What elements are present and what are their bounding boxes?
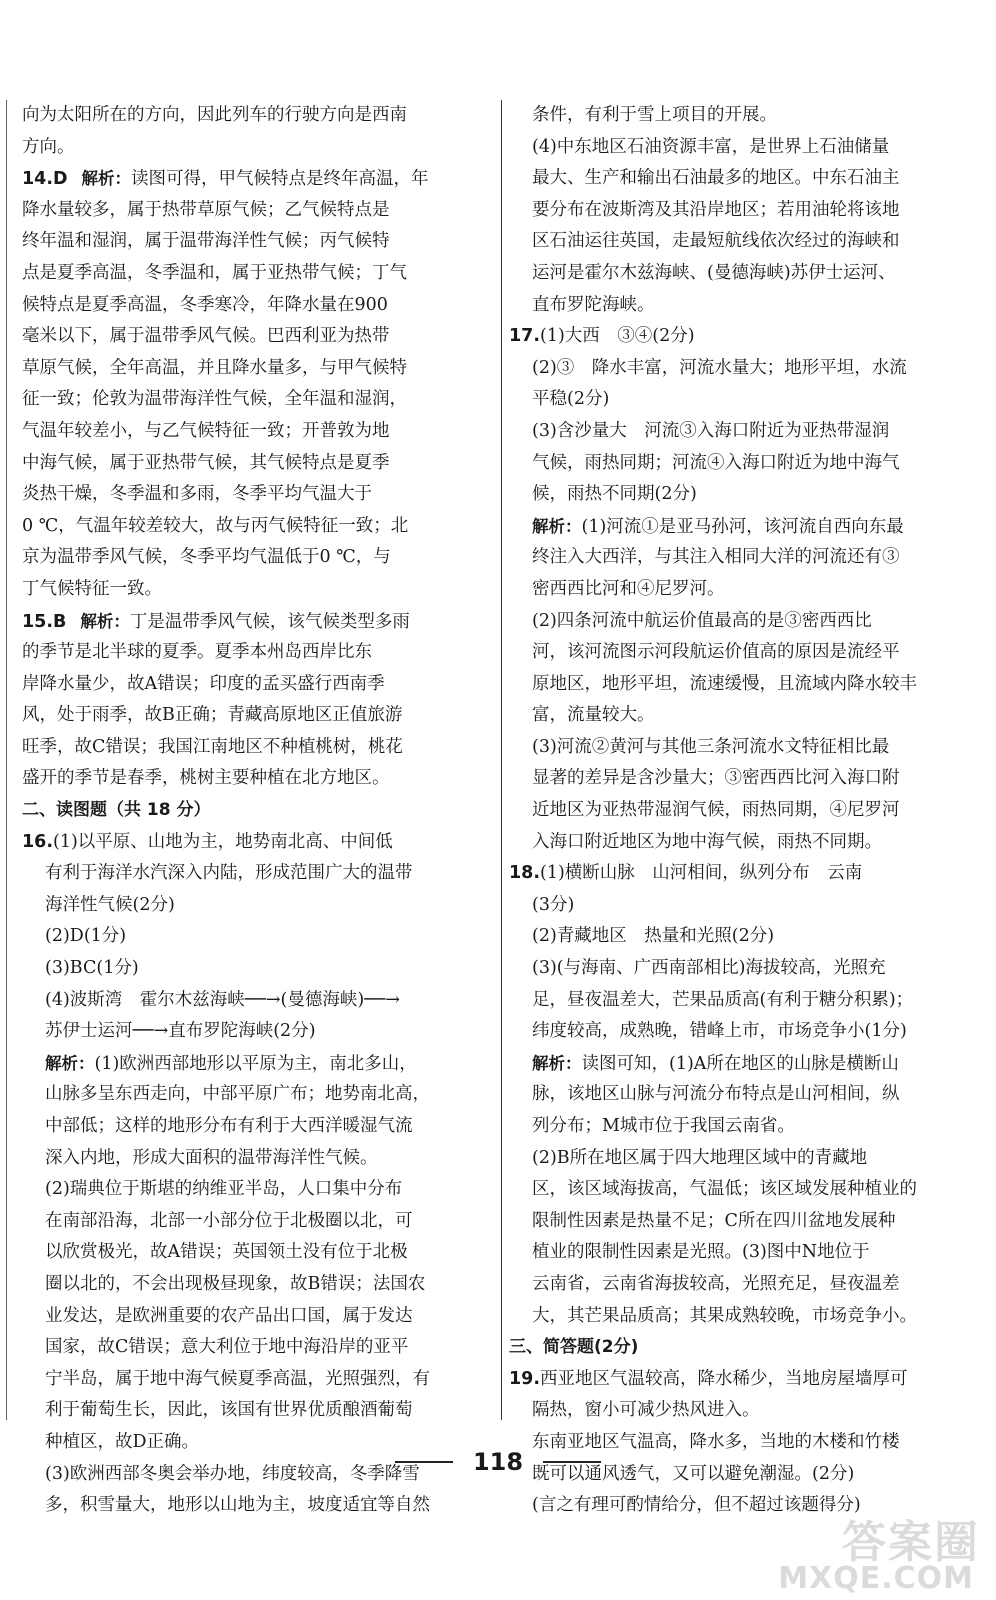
- section-title: 二、读图题（共 18 分）: [22, 800, 211, 821]
- line-text: (3)欧洲西部冬奥会举办地，纬度较高，冬季降雪: [45, 1463, 420, 1484]
- line-text: (2)③ 降水丰富，河流水量大；地形平坦，水流: [532, 357, 907, 378]
- text-line: [22, 921, 494, 953]
- text-line: [22, 700, 494, 732]
- line-text: 征一致；伦敦为温带海洋性气候，全年温和湿润，: [22, 389, 407, 410]
- text-line: [509, 1048, 977, 1080]
- line-text: 隔热，窗小可减少热风进入。: [532, 1400, 760, 1421]
- text-line: [509, 1016, 977, 1048]
- text-line: [509, 763, 977, 795]
- line-text: 深入内地，形成大面积的温带海洋性气候。: [45, 1147, 378, 1168]
- line-text: 候特点是夏季高温，冬季寒冷，年降水量在900: [22, 294, 388, 315]
- text-line: [509, 163, 977, 195]
- line-text: 有利于海洋水汽深入内陆，形成范围广大的温带: [45, 863, 413, 884]
- line-text: 运河是霍尔木兹海峡、(曼德海峡)苏伊士运河、: [532, 262, 896, 283]
- text-line: [22, 1237, 494, 1269]
- footer-rule-right: [543, 1461, 601, 1463]
- text-line: [22, 763, 494, 795]
- text-line: [509, 637, 977, 669]
- line-text: 气候，雨热同期；河流④入海口附近为地中海气: [532, 452, 900, 473]
- text-line: [22, 321, 494, 353]
- text-line: [22, 1206, 494, 1238]
- question-number: 16.: [22, 831, 54, 852]
- question-number: 19.: [509, 1368, 541, 1389]
- page-left-edge: [6, 100, 7, 1420]
- line-text: 原地区，地形平坦，流速缓慢，且流域内降水较丰: [532, 673, 917, 694]
- text-line: [22, 163, 494, 195]
- text-line: [22, 1174, 494, 1206]
- line-text: 直布罗陀海峡。: [532, 294, 655, 315]
- line-text: 读图可得，甲气候特点是终年高温，年: [131, 169, 429, 190]
- text-line: [509, 384, 977, 416]
- text-line: [22, 416, 494, 448]
- text-line: [22, 100, 494, 132]
- line-text: 终注入大西洋，与其注入相同大洋的河流还有③: [532, 547, 900, 568]
- analysis-label: 解析：: [532, 516, 582, 536]
- line-text: (4)波斯湾 霍尔木兹海峡──→(曼德海峡)──→: [45, 989, 400, 1010]
- line-text: 炎热干燥，冬季温和多雨，冬季平均气温大于: [22, 484, 372, 505]
- line-text: 旺季，故C错误；我国江南地区不种植桃树，桃花: [22, 736, 403, 757]
- line-text: 苏伊士运河──→直布罗陀海峡(2分): [45, 1021, 316, 1042]
- text-line: [509, 132, 977, 164]
- line-text: 的季节是北半球的夏季。夏季本州岛西岸比东: [22, 642, 372, 663]
- question-number: 15.: [22, 611, 54, 632]
- text-line: [22, 1395, 494, 1427]
- line-text: 终年温和湿润，属于温带海洋性气候；丙气候特: [22, 231, 390, 252]
- text-line: [22, 1364, 494, 1396]
- text-line: [22, 827, 494, 859]
- text-line: [22, 1111, 494, 1143]
- text-line: [509, 953, 977, 985]
- text-line: [22, 479, 494, 511]
- watermark-text-top: 答案圈: [842, 1517, 980, 1568]
- text-line: [22, 985, 494, 1017]
- line-text: 区石油运往英国，走最短航线依次经过的海峡和: [532, 231, 900, 252]
- line-text: 西亚地区气温较高，降水稀少，当地房屋墙厚可: [540, 1368, 908, 1389]
- text-line: [509, 732, 977, 764]
- line-text: (2)青藏地区 热量和光照(2分): [532, 926, 775, 947]
- line-text: (3分): [532, 894, 575, 915]
- text-line: [509, 542, 977, 574]
- footer-rule-left: [395, 1461, 453, 1463]
- text-line: [509, 1174, 977, 1206]
- line-text: (1)欧洲西部地形以平原为主，南北多山，: [94, 1053, 417, 1074]
- text-line: [22, 1016, 494, 1048]
- question-number: 18.: [509, 863, 541, 884]
- answer-choice: B: [53, 611, 67, 632]
- line-text: 河，该河流图示河段航运价值高的原因是流经平: [532, 642, 900, 663]
- line-text: 盛开的季节是春季，桃树主要种植在北方地区。: [22, 768, 390, 789]
- line-text: 近地区为亚热带湿润气候，雨热同期，④尼罗河: [532, 800, 900, 821]
- watermark-text-bottom: MXQE.COM: [778, 1561, 974, 1596]
- line-text: 候，雨热不同期(2分): [532, 484, 697, 505]
- line-text: 区，该区域海拔高，气温低；该区域发展种植业的: [532, 1179, 917, 1200]
- text-line: [509, 606, 977, 638]
- text-line: [22, 1269, 494, 1301]
- line-text: 既可以通风透气，又可以避免潮湿。(2分): [532, 1463, 855, 1484]
- text-line: [509, 574, 977, 606]
- text-line: [509, 1079, 977, 1111]
- line-text: 中部低；这样的地形分布有利于大西洋暖湿气流: [45, 1116, 413, 1136]
- text-line: [22, 574, 494, 606]
- line-text: (1)横断山脉 山河相间，纵列分布 云南: [540, 863, 863, 884]
- line-text: 在南部沿海，北部一小部分位于北极圈以北，可: [45, 1210, 413, 1231]
- text-line: [22, 258, 494, 290]
- line-text: (1)以平原、山地为主，地势南北高、中间低: [53, 831, 393, 852]
- line-text: 条件，有利于雪上项目的开展。: [532, 105, 777, 125]
- line-text: 足，昼夜温差大，芒果品质高(有利于糖分积累)；: [532, 989, 914, 1010]
- text-line: [22, 1143, 494, 1175]
- line-text: 点是夏季高温，冬季温和，属于亚热带气候；丁气: [22, 262, 407, 283]
- text-line: [22, 384, 494, 416]
- line-text: 海洋性气候(2分): [45, 894, 175, 915]
- line-text: 业发达，是欧洲重要的农产品出口国，属于发达: [45, 1305, 413, 1326]
- line-text: 平稳(2分): [532, 389, 610, 410]
- line-text: 国家，故C错误；意大利位于地中海沿岸的亚平: [45, 1337, 409, 1358]
- text-line: [509, 890, 977, 922]
- text-line: [509, 795, 977, 827]
- line-text: 显著的差异是含沙量大；③密西西比河入海口附: [532, 768, 900, 789]
- line-text: 毫米以下，属于温带季风气候。巴西利亚为热带: [22, 326, 390, 347]
- text-line: [509, 100, 977, 132]
- right-column: [509, 100, 977, 1522]
- text-line: [509, 290, 977, 322]
- line-text: 要分布在波斯湾及其沿岸地区；若用油轮将该地: [532, 199, 900, 220]
- line-text: 多，积雪量大，地形以山地为主，坡度适宜等自然: [45, 1495, 430, 1516]
- text-line: [22, 732, 494, 764]
- line-text: 降水量较多，属于热带草原气候；乙气候特点是: [22, 199, 390, 220]
- text-line: [22, 353, 494, 385]
- text-line: [509, 416, 977, 448]
- line-text: 风，处于雨季，故B正确；青藏高原地区正值旅游: [22, 705, 403, 726]
- analysis-label: 解析：: [80, 611, 130, 631]
- text-line: [509, 1364, 977, 1396]
- line-text: 东南亚地区气温高，降水多，当地的木楼和竹楼: [532, 1431, 900, 1452]
- line-text: 中海气候，属于亚热带气候，其气候特点是夏季: [22, 452, 390, 473]
- question-number: 17.: [509, 326, 541, 347]
- line-text: 京为温带季风气候，冬季平均气温低于0 ℃，与: [22, 547, 391, 568]
- text-line: [509, 1301, 977, 1333]
- line-text: 岸降水量少，故A错误；印度的孟买盛行西南季: [22, 673, 385, 694]
- line-text: 圈以北的，不会出现极昼现象，故B错误；法国农: [45, 1273, 426, 1294]
- line-text: 0 ℃，气温年较差较大，故与丙气候特征一致；北: [22, 515, 409, 536]
- line-text: 丁是温带季风气候，该气候类型多雨: [129, 611, 410, 632]
- text-line: [509, 258, 977, 290]
- line-text: 向为太阳所在的方向，因此列车的行驶方向是西南: [22, 105, 407, 125]
- text-line: [22, 542, 494, 574]
- text-line: [509, 985, 977, 1017]
- section-title: 三、简答题(2分): [509, 1337, 639, 1358]
- line-text: (1)大西 ③④(2分): [540, 326, 695, 347]
- line-text: (2)D(1分): [45, 926, 127, 947]
- text-line: [509, 1269, 977, 1301]
- line-text: 入海口附近地区为地中海气候，雨热不同期。: [532, 831, 882, 852]
- line-text: 读图可知，(1)A所在地区的山脉是横断山: [581, 1053, 899, 1074]
- analysis-label: 解析：: [532, 1053, 582, 1073]
- section-heading: [509, 1332, 977, 1364]
- page-number: 118: [472, 1448, 524, 1476]
- line-text: (2)四条河流中航运价值最高的是③密西西比: [532, 610, 872, 631]
- line-text: 利于葡萄生长，因此，该国有世界优质酿酒葡萄: [45, 1400, 413, 1421]
- text-line: [22, 226, 494, 258]
- line-text: 脉，该地区山脉与河流分布特点是山河相间，纵: [532, 1084, 900, 1105]
- text-line: [22, 1048, 494, 1080]
- text-line: [509, 448, 977, 480]
- line-text: 以欣赏极光，故A错误；英国领土没有位于北极: [45, 1242, 408, 1263]
- text-line: [22, 195, 494, 227]
- line-text: 丁气候特征一致。: [22, 578, 162, 599]
- text-line: [509, 195, 977, 227]
- line-text: 植业的限制性因素是光照。(3)图中N地位于: [532, 1242, 870, 1263]
- text-line: [22, 1490, 494, 1522]
- text-line: [22, 669, 494, 701]
- page-footer: [0, 1448, 996, 1488]
- line-text: (3)(与海南、广西南部相比)海拔较高，光照充: [532, 958, 886, 979]
- text-line: [22, 511, 494, 543]
- text-line: [509, 1143, 977, 1175]
- text-line: [509, 1206, 977, 1238]
- text-line: [509, 321, 977, 353]
- analysis-label: 解析：: [81, 169, 132, 189]
- text-line: [22, 890, 494, 922]
- line-text: 方向。: [22, 136, 75, 157]
- text-line: [22, 606, 494, 638]
- line-text: (2)瑞典位于斯堪的纳维亚半岛，人口集中分布: [45, 1179, 403, 1200]
- column-divider: [501, 100, 502, 1420]
- text-line: [509, 353, 977, 385]
- text-line: [22, 1332, 494, 1364]
- line-text: (4)中东地区石油资源丰富，是世界上石油储量: [532, 136, 890, 157]
- analysis-label: 解析：: [45, 1053, 95, 1073]
- text-line: [509, 669, 977, 701]
- text-line: [22, 1079, 494, 1111]
- line-text: 气温年较差小，与乙气候特征一致；开普敦为地: [22, 420, 390, 441]
- answer-choice: D: [53, 169, 68, 190]
- watermark-logo: [778, 1506, 990, 1598]
- line-text: 纬度较高，成熟晚，错峰上市，市场竞争小(1分): [532, 1021, 907, 1042]
- line-text: 草原气候，全年高温，并且降水量多，与甲气候特: [22, 357, 407, 378]
- line-text: 云南省，云南省海拔较高，光照充足，昼夜温差: [532, 1273, 900, 1294]
- text-line: [22, 290, 494, 322]
- text-line: [509, 858, 977, 890]
- line-text: 大，其芒果品质高；其果成熟较晚，市场竞争小。: [532, 1305, 917, 1326]
- text-line: [509, 1237, 977, 1269]
- line-text: 最大、生产和输出石油最多的地区。中东石油主: [532, 168, 900, 189]
- text-line: [22, 1301, 494, 1333]
- line-text: (3)河流②黄河与其他三条河流水文特征相比最: [532, 736, 890, 757]
- line-text: (3)BC(1分): [45, 958, 139, 979]
- text-line: [509, 511, 977, 543]
- line-text: 种植区，故D正确。: [45, 1431, 200, 1452]
- text-line: [22, 132, 494, 164]
- text-line: [22, 637, 494, 669]
- line-text: (3)含沙量大 河流③入海口附近为亚热带湿润: [532, 420, 890, 441]
- line-text: 密西西比河和④尼罗河。: [532, 578, 725, 599]
- text-line: [509, 226, 977, 258]
- text-line: [22, 858, 494, 890]
- text-line: [509, 1111, 977, 1143]
- line-text: 山脉多呈东西走向，中部平原广布；地势南北高，: [45, 1084, 430, 1105]
- question-number: 14.: [22, 169, 54, 190]
- section-heading: [22, 795, 494, 827]
- line-text: 宁半岛，属于地中海气候夏季高温，光照强烈，有: [45, 1368, 430, 1389]
- line-text: 限制性因素是热量不足；C所在四川盆地发展种: [532, 1210, 896, 1231]
- left-column: [22, 100, 494, 1522]
- text-line: [22, 953, 494, 985]
- line-text: (言之有理可酌情给分，但不超过该题得分): [532, 1495, 861, 1516]
- line-text: 富，流量较大。: [532, 705, 655, 726]
- line-text: (2)B所在地区属于四大地理区域中的青藏地: [532, 1147, 868, 1168]
- text-line: [509, 1395, 977, 1427]
- line-text: (1)河流①是亚马孙河，该河流自西向东最: [581, 516, 904, 537]
- text-line: [509, 700, 977, 732]
- text-line: [509, 921, 977, 953]
- text-line: [509, 479, 977, 511]
- line-text: 列分布；M城市位于我国云南省。: [532, 1116, 795, 1136]
- text-line: [509, 827, 977, 859]
- text-line: [22, 448, 494, 480]
